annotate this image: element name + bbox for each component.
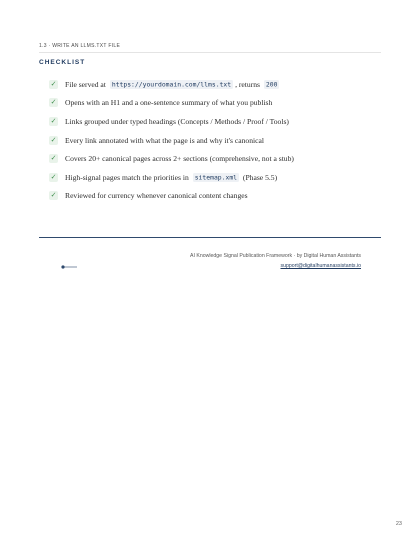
inline-code: sitemap.xml <box>194 173 238 182</box>
checklist-item <box>49 149 379 168</box>
text-run: Opens with an H1 and a one-sentence summary of what you publish <box>65 98 273 108</box>
page-number: 23 <box>395 521 402 527</box>
text-run: , returns <box>235 79 262 89</box>
text-run: Reviewed for currency whenever canonical content changes <box>65 191 248 201</box>
text-run: File served at <box>65 79 108 89</box>
checklist-item <box>49 75 379 94</box>
text-run: Links grouped under typed headings (Concepts / Methods / Proof / Tools) <box>65 116 289 126</box>
checklist-item <box>49 112 379 131</box>
check-icon: ✓ <box>50 172 57 181</box>
header-divider <box>39 52 381 53</box>
checklist-item <box>49 187 379 206</box>
checklist-item-text <box>65 136 264 145</box>
checklist-heading: CHECKLIST <box>39 59 86 66</box>
checklist-item-text <box>65 173 277 182</box>
text-run: High-signal pages match the priorities in <box>65 172 191 182</box>
checklist-item <box>49 168 379 187</box>
inline-code: 200 <box>265 80 278 89</box>
checklist-item-text <box>65 80 281 89</box>
footer <box>190 253 361 269</box>
checklist-item-text <box>65 191 248 200</box>
checklist-item <box>49 94 379 113</box>
footer-divider <box>39 237 381 238</box>
text-run: (Phase 5.5) <box>241 172 278 182</box>
check-icon: ✓ <box>50 154 57 163</box>
section-label: 1.3 · WRITE AN LLMS.TXT FILE <box>39 43 121 49</box>
checklist-item-text <box>65 154 294 163</box>
check-icon: ✓ <box>50 116 57 125</box>
logo-mark-icon <box>60 257 78 275</box>
checklist-item <box>49 131 379 150</box>
checklist <box>49 75 379 205</box>
check-icon: ✓ <box>50 135 57 144</box>
check-icon: ✓ <box>50 191 57 200</box>
check-icon: ✓ <box>50 79 57 88</box>
text-run: Covers 20+ canonical pages across 2+ sections (comprehensive, not a stub) <box>65 154 294 164</box>
support-email-link[interactable]: support@digitalhumanassistants.io <box>280 263 361 269</box>
check-icon: ✓ <box>50 98 57 107</box>
checklist-item-text <box>65 98 272 107</box>
inline-code: https://yourdomain.com/llms.txt <box>111 80 232 89</box>
checklist-item-text <box>65 117 289 126</box>
footer-line: AI Knowledge Signal Publication Framework · by Digital Human Assistants <box>190 253 361 259</box>
text-run: Every link annotated with what the page is and why it's canonical <box>65 135 264 145</box>
